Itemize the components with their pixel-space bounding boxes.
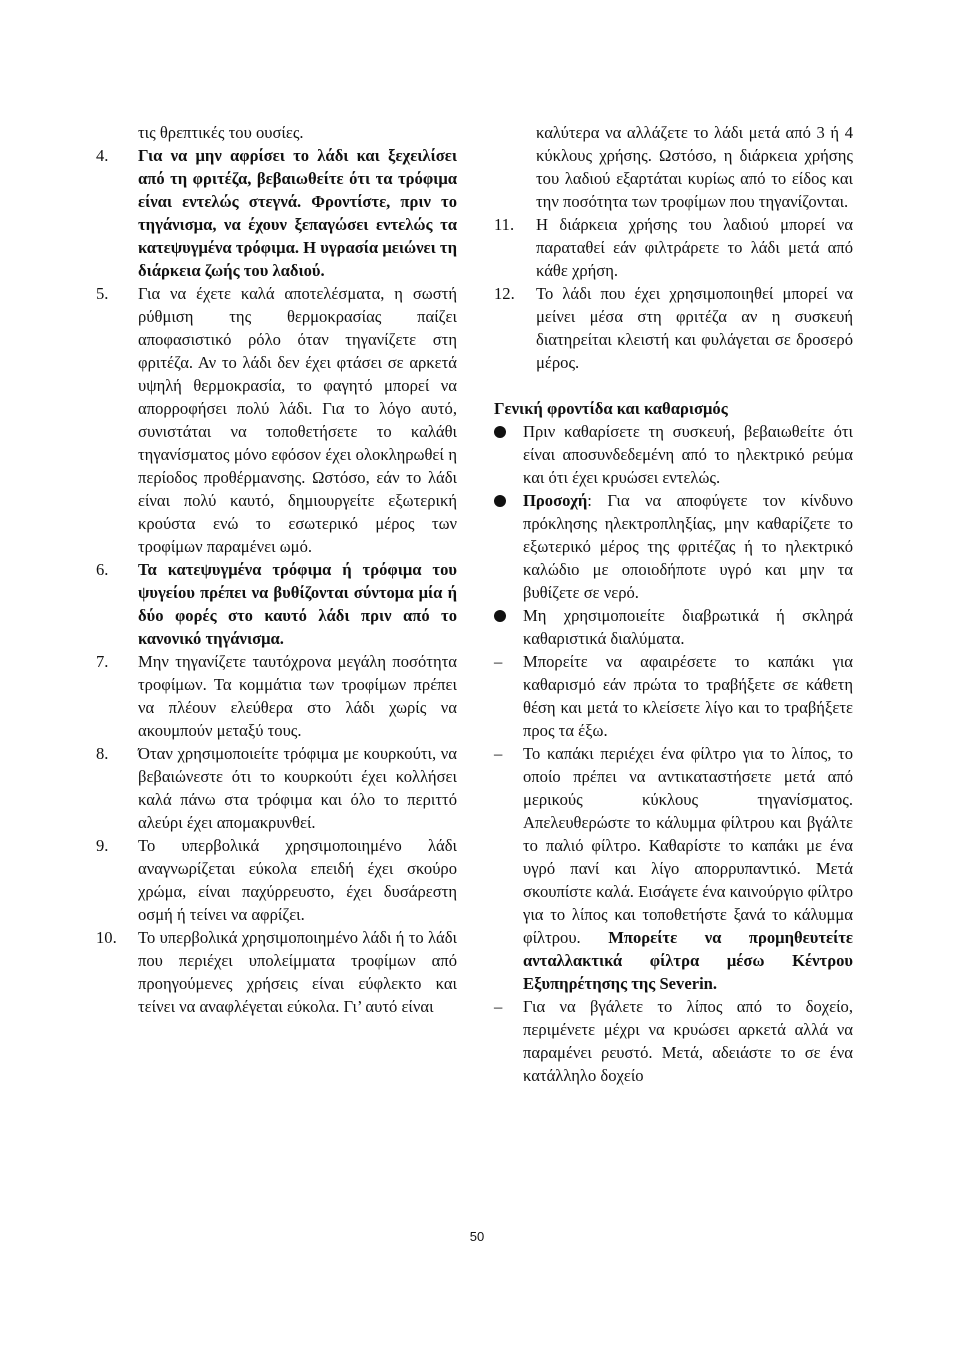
item-number: 12. bbox=[494, 284, 515, 303]
list-item-7 bbox=[96, 650, 457, 742]
dash-item-lid bbox=[494, 650, 853, 742]
item-text: Πριν καθαρίσετε τη συσκευή, βεβαιωθείτε ότι είναι αποσυνδεδεμένη από το ηλεκτρικό ρεύμα και ότι έχει κρυώσει εντελώς. bbox=[523, 422, 853, 487]
item-text: Όταν χρησιμοποιείτε τρόφιμα με κουρκούτι, να βεβαιώνεστε ότι το κουρκούτι έχει κολλήσει καλά πάνω στα τρόφιμα και όλο το περιττό αλεύρι έχει απομακρυνθεί. bbox=[138, 744, 457, 832]
item-text: Μπορείτε να αφαιρέσετε το καπάκι για καθαρισμό εάν πρώτα το τραβήξετε σε κάθετη θέση και μετά το κλείσετε λίγο και το τραβήξετε προς τα έξω. bbox=[523, 652, 853, 740]
item-10-continuation: καλύτερα να αλλάζετε το λάδι μετά από 3 ή 4 κύκλους χρήσης. Ωστόσο, η διάρκεια χρήσης του λαδιού εξαρτάται κυρίως από το είδος και την ποσότητα των τροφίμων που τηγανίζονται. bbox=[536, 123, 853, 211]
item-text bbox=[523, 489, 853, 604]
dash-marker: – bbox=[494, 744, 503, 763]
intro-continuation: τις θρεπτικές του ουσίες. bbox=[138, 123, 304, 142]
list-item-10 bbox=[96, 926, 457, 1018]
item-text: Τα κατεψυγμένα τρόφιμα ή τρόφιμα του ψυγείου πρέπει να βυθίζονται σύντομα μία ή δύο φορές στο καυτό λάδι πριν από το κανονικό τηγάνισμα. bbox=[138, 560, 457, 648]
bullet-dot-icon bbox=[494, 420, 506, 444]
item-number: 5. bbox=[96, 284, 109, 303]
bullet-dot-icon bbox=[494, 489, 506, 513]
item-text: Η διάρκεια χρήσης του λαδιού μπορεί να παραταθεί εάν φιλτράρετε το λάδι μετά από κάθε χρήση. bbox=[536, 215, 853, 280]
item-text bbox=[523, 742, 853, 995]
item-number: 10. bbox=[96, 928, 117, 947]
caution-label: Προσοχή bbox=[523, 491, 588, 510]
page-number: 50 bbox=[469, 1229, 485, 1244]
item-number: 4. bbox=[96, 146, 109, 165]
section-heading: Γενική φροντίδα και καθαρισμός bbox=[494, 399, 728, 418]
list-item-4 bbox=[96, 144, 457, 282]
item-text: Για να βγάλετε το λίπος από το δοχείο, περιμένετε μέχρι να κρυώσει αρκετά αλλά να παραμένει ρευστό. Μετά, αδειάστε το σε ένα κατάλληλο δοχείο bbox=[523, 997, 853, 1085]
bullet-item-caution bbox=[494, 489, 853, 604]
right-column bbox=[494, 121, 853, 1087]
item-number: 11. bbox=[494, 215, 515, 234]
bullet-item-unplug bbox=[494, 420, 853, 489]
filter-tail-bold: Μπορείτε να προμηθευτείτε ανταλλακτικά φίλτρα μέσω Κέντρου Εξυπηρέτησης της Severin. bbox=[523, 928, 853, 993]
list-item-11 bbox=[494, 213, 853, 282]
left-column bbox=[96, 121, 457, 1018]
dash-item-fat-removal bbox=[494, 995, 853, 1087]
item-text: Για να μην αφρίσει το λάδι και ξεχειλίσει από τη φριτέζα, βεβαιωθείτε ότι τα τρόφιμα είναι εντελώς στεγνά. Φροντίστε, πριν το τηγάνισμα, να έχουν ξεπαγώσει εντελώς τα κατεψυγμένα τρόφιμα. Η υγρασία μειώνει τη διάρκεια ζωής του λαδιού. bbox=[138, 146, 457, 280]
item-text: Για να έχετε καλά αποτελέσματα, η σωστή ρύθμιση της θερμοκρασίας παίζει αποφασιστικό ρόλο όταν τηγανίζετε στη φριτέζα. Αν το λάδι δεν έχει φτάσει σε αρκετά υψηλή θερμοκρασία, το φαγητό μπορεί να απορροφήσει πολύ λάδι. Για το λόγο αυτό, συνιστάται να τοποθετήσετε το καλάθι τηγανίσματος μόνο εφόσον έχει ολοκληρωθεί η περίοδος προθέρμανσης. Ωστόσο, εάν το λάδι είναι πολύ καυτό, δημιουργείτε εξωτερική κρούστα ενώ το εσωτερικό μέρος των τροφίμων παραμένει ωμό. bbox=[138, 284, 457, 556]
list-item-12 bbox=[494, 282, 853, 374]
item-text: Το υπερβολικά χρησιμοποιημένο λάδι ή το λάδι που περιέχει υπολείμματα τροφίμων από προηγούμενες χρήσεις είναι εύφλεκτο και τείνει να αναφλέγεται εύκολα. Γι’ αυτό είναι bbox=[138, 928, 457, 1016]
item-number: 9. bbox=[96, 836, 109, 855]
dash-marker: – bbox=[494, 997, 503, 1016]
list-item-9 bbox=[96, 834, 457, 926]
dash-marker: – bbox=[494, 652, 503, 671]
filter-text: Το καπάκι περιέχει ένα φίλτρο για το λίπος, το οποίο πρέπει να αντικαταστήσετε μετά από μερικούς κύκλους τηγανίσματος. Απελευθερώστε το κάλυμμα φίλτρου και βγάλτε το παλιό φίλτρο. Καθαρίστε το καπάκι με ένα υγρό πανί και λίγο απορρυπαντικό. Μετά σκουπίστε καλά. Εισάγετε ένα καινούργιο φίλτρο για το λίπος και τοποθετήστε ξανά το κάλυμμα φίλτρου. bbox=[523, 744, 853, 947]
list-item-6 bbox=[96, 558, 457, 650]
dash-item-filter bbox=[494, 742, 853, 995]
caution-text: : Για να αποφύγετε τον κίνδυνο πρόκλησης ηλεκτροπληξίας, μην καθαρίζετε το εξωτερικό μέρος της φριτέζας ή το ηλεκτρικό καλώδιο με οποιοδήποτε υγρό και μην τα βυθίζετε σε νερό. bbox=[523, 491, 853, 602]
item-number: 7. bbox=[96, 652, 109, 671]
item-number: 6. bbox=[96, 560, 109, 579]
item-text: Το λάδι που έχει χρησιμοποιηθεί μπορεί να μείνει μέσα στη φριτέζα αν η συσκευή διατηρείται κλειστή και φυλάγεται σε δροσερό μέρος. bbox=[536, 284, 853, 372]
bullet-item-no-abrasives bbox=[494, 604, 853, 650]
item-number: 8. bbox=[96, 744, 109, 763]
list-item-5 bbox=[96, 282, 457, 558]
list-item-8 bbox=[96, 742, 457, 834]
item-text: Μη χρησιμοποιείτε διαβρωτικά ή σκληρά καθαριστικά διαλύματα. bbox=[523, 606, 853, 648]
item-text: Μην τηγανίζετε ταυτόχρονα μεγάλη ποσότητα τροφίμων. Τα κομμάτια των τροφίμων πρέπει να πλέουν ελεύθερα στο λάδι χωρίς να ακουμπούν μεταξύ τους. bbox=[138, 652, 457, 740]
item-text: Το υπερβολικά χρησιμοποιημένο λάδι αναγνωρίζεται εύκολα επειδή έχει σκούρο χρώμα, είναι παχύρρευστο, έχει δυσάρεστη οσμή ή τείνει να αφρίζει. bbox=[138, 836, 457, 924]
bullet-dot-icon bbox=[494, 604, 506, 628]
